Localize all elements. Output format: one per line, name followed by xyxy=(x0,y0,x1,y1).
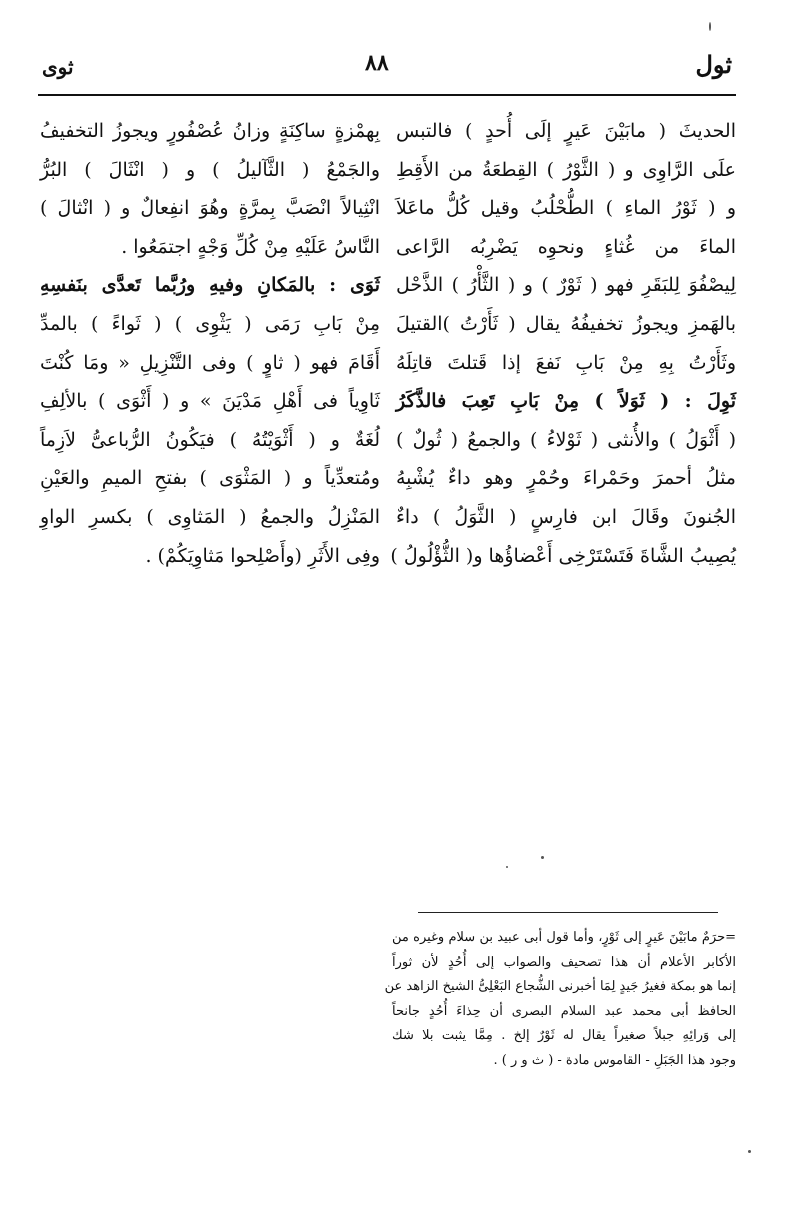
entry-heading-line: ثَوَى : بالمَكانِ وفيهِ ورُبَّما تَعدَّى بنَفسِهِ xyxy=(40,274,380,297)
text-line: وثَأَرْتُ بِهِ مِنْ بَابِ نَفعَ إذا قَتلتَ قاتِلَهُ xyxy=(396,351,736,374)
text-line: ( أَثْوَلُ ) والأُنثى ( ثَوْلاءُ ) والجمعُ ( ثُولٌ ) xyxy=(396,428,736,451)
text-line: الجُنونَ وقَالَ ابن فارِسٍ ( الثَّوَلُ ) داءٌ xyxy=(396,505,736,528)
text-line: والجَمْعُ ( الثَّآليلُ ) و ( انْثَالَ ) البُرُّ xyxy=(40,158,380,181)
text-line: يُصِيبُ الشَّاةَ فَتَسْتَرْخِى أَعْضاؤُها و( الثُّؤْلُولُ ) xyxy=(390,544,736,567)
footnote-rule xyxy=(418,912,718,913)
text-line: انْثِيالاً انْصَبَّ بِمرَّةٍ وهُوَ انفِعالٌ و ( انْثالَ ) xyxy=(40,197,380,220)
scan-speck xyxy=(709,22,711,31)
text-line: أَقَامَ فهو ( ثاوٍ ) وفى التَّنْزِيلِ « ومَا كُنْتَ xyxy=(40,351,380,374)
text-line: و ( ثَوْرُ الماءِ ) الطُّحْلُبُ وقيل كُلُّ ماعَلاَ xyxy=(396,197,736,220)
text-line: الماءَ من غُثاءٍ ونحوِه يَضْرِبُه الرَّاعى xyxy=(396,235,736,258)
footnote-line: إنما هو بمكة فغيرُ جَيدٍ لِمَا أخبرنى الشُّجاع البَعْلِىُّ الشيخ الزاهد عن xyxy=(384,979,736,995)
text-line: مِنْ بَابِ رَمَى ( يَثْوِى ) ( ثَواءً ) بالمدِّ xyxy=(40,312,380,335)
scan-speck xyxy=(506,866,508,868)
text-line: مثلُ أحمرَ وحَمْراءَ وحُمْرٍ وهو داءٌ يُشْبِهُ xyxy=(396,467,736,490)
footnote xyxy=(384,926,736,1074)
text-line: النَّاسُ عَلَيْهِ مِنْ كُلِّ وَجْهٍ اجتمَعُوا . xyxy=(121,235,380,258)
page-number: ٨٨ xyxy=(365,50,389,76)
left-column xyxy=(40,112,380,575)
entry-heading-line: ثَوِلَ : ( ثَوَلاً ) مِنْ بَابِ تَعِبَ فالذَّكَرُ xyxy=(396,390,736,413)
footnote-line: الأكابر الأعلام أن هذا تصحيف والصواب إلى أُحُدٍ لأن ثوراً xyxy=(392,954,736,970)
text-line: المَنْزِلُ والجمعُ ( المَثاوِى ) بكسرِ الواوِ xyxy=(40,505,380,528)
text-line: ثَاوِياً فى أَهْلِ مَدْيَنَ » و ( أَثْوَى ) بالألِفِ xyxy=(40,390,380,413)
text-line: الحديثَ ( مابَيْنَ عَيرٍ إلَى أُحدٍ ) فالتبس xyxy=(396,120,736,142)
text-line: لُغَةٌ و ( أَثْوَيْتُهُ ) فيَكُونُ الرُّباعىُّ لاَزِماً xyxy=(40,428,380,451)
scan-speck xyxy=(748,1150,751,1153)
text-line: بالهَمزِ ويجوزُ تخفيفُهُ يقال ( ثَأَرْتُ )القتيلَ xyxy=(396,312,736,335)
text-line: بِهمْزةٍ ساكِنَةٍ وزانُ عُصْفُورٍ ويجوزُ التخفيفُ xyxy=(40,120,380,142)
text-line: لِيصْفُوَ لِلبَقَرِ فهو ( ثَوْرٌ ) و ( الثَّأْرُ ) الذَّحْل xyxy=(396,274,736,297)
text-line: وفِى الأَثَرِ (وأَصْلِحوا مَثاوِيَكُمْ) . xyxy=(145,544,380,567)
header-rule xyxy=(38,94,736,96)
footnote-line: وجود هذا الجَبَلِ - القاموس مادة - ( ث و ر ) . xyxy=(493,1052,736,1068)
header-entry-word-right: ثول xyxy=(695,50,732,79)
footnote-line: =حرَمٌ مابَيْنَ عَيرٍ إلى ثَوْرٍ، وأما قول أبى عبيد بن سلام وغيره من xyxy=(392,930,736,945)
scan-speck xyxy=(541,856,544,859)
header-entry-word-left: ثوى xyxy=(42,55,74,79)
footnote-line: الحافظ أبى محمد عبد السلام البصرى أن حِذاءَ أُحُدٍ جانحاً xyxy=(392,1003,736,1019)
text-line: علَى الرَّاوِى و ( الثَّوْرُ ) القِطعَةُ من الأَقِطِ xyxy=(396,158,736,181)
text-line: ومُتعدِّياً و ( المَثْوَى ) بفتحِ الميمِ والعَيْنِ xyxy=(40,467,380,490)
footnote-line: إلى وَرائِهِ جبلاً صغيراً يقال له ثَوْرٌ إلخ . مِمَّا يثبت بلا شك xyxy=(392,1028,736,1044)
right-column xyxy=(390,112,736,575)
